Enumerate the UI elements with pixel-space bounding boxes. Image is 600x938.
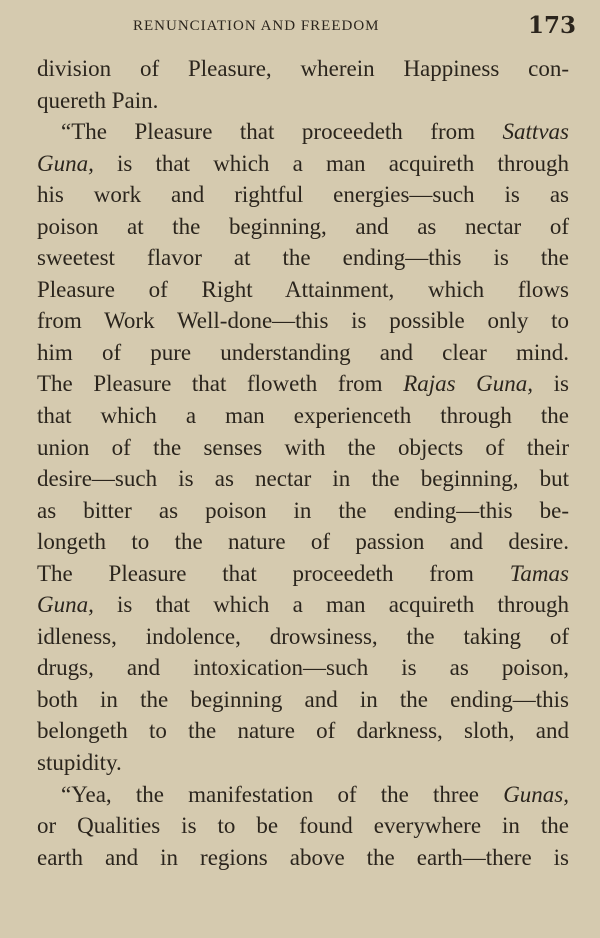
text-segment: belongeth to the nature of darkness, sloth, and: [37, 718, 569, 744]
text-segment: drugs, and intoxication—such is as poison,: [37, 655, 569, 681]
italic-text: Rajas Guna,: [403, 371, 534, 397]
text-line: [37, 211, 569, 243]
text-line: [37, 179, 569, 211]
text-segment: is: [533, 371, 569, 397]
italic-text: Sattvas: [502, 119, 569, 145]
text-segment: “Yea, the manifestation of the three: [61, 781, 504, 807]
text-line: [37, 53, 569, 85]
text-line: [37, 526, 569, 558]
text-line: [37, 242, 569, 274]
text-segment: longeth to the nature of passion and desire.: [37, 529, 569, 555]
italic-text: Guna,: [37, 150, 94, 176]
text-segment: his work and rightful energies—such is as: [37, 182, 569, 208]
text-segment: poison at the beginning, and as nectar of: [37, 213, 569, 239]
running-title: RENUNCIATION AND FREEDOM: [133, 18, 380, 34]
page-number: 173: [528, 12, 577, 39]
text-segment: from Work Well-done—this is possible only to: [37, 308, 569, 334]
text-line: [37, 810, 569, 842]
text-line: [37, 779, 569, 811]
text-line: [37, 400, 569, 432]
text-segment: The Pleasure that proceedeth from: [37, 560, 510, 586]
text-line: [37, 842, 569, 874]
text-segment: is that which a man acquireth through: [93, 592, 569, 618]
body-text: [37, 53, 569, 873]
text-segment: earth and in regions above the earth—there is: [37, 844, 569, 870]
text-segment: quereth Pain.: [37, 87, 159, 113]
text-segment: is that which a man acquireth through: [93, 150, 569, 176]
italic-text: Gunas,: [503, 781, 569, 807]
text-segment: that which a man experienceth through the: [37, 403, 569, 429]
italic-text: Guna,: [37, 592, 94, 618]
text-line: [37, 85, 569, 117]
text-segment: division of Pleasure, wherein Happiness con-: [37, 56, 569, 81]
text-segment: “The Pleasure that proceedeth from: [61, 119, 503, 145]
text-line: [37, 495, 569, 527]
text-line: [37, 463, 569, 495]
italic-text: Tamas: [509, 560, 569, 586]
text-segment: as bitter as poison in the ending—this be-: [37, 497, 569, 523]
text-segment: desire—such is as nectar in the beginning, but: [37, 466, 569, 492]
text-line: [37, 715, 569, 747]
text-segment: sweetest flavor at the ending—this is the: [37, 245, 569, 271]
text-segment: him of pure understanding and clear mind.: [37, 339, 569, 365]
text-line: [37, 747, 569, 779]
text-segment: both in the beginning and in the ending—this: [37, 686, 569, 712]
text-line: [37, 589, 569, 621]
text-line: [37, 368, 569, 400]
text-line: [37, 148, 569, 180]
text-line: [37, 337, 569, 369]
text-line: [37, 432, 569, 464]
text-segment: stupidity.: [37, 750, 122, 776]
text-segment: or Qualities is to be found everywhere in the: [37, 813, 569, 839]
text-segment: The Pleasure that floweth from: [37, 371, 404, 397]
text-line: [37, 652, 569, 684]
text-line: [37, 621, 569, 653]
text-line: [37, 305, 569, 337]
text-segment: Pleasure of Right Attainment, which flows: [37, 276, 569, 302]
text-line: [37, 274, 569, 306]
text-segment: union of the senses with the objects of their: [37, 434, 569, 460]
page-header: [0, 12, 600, 42]
text-line: [37, 684, 569, 716]
text-line: [37, 558, 569, 590]
text-segment: idleness, indolence, drowsiness, the taking of: [37, 623, 569, 649]
text-line: [37, 116, 569, 148]
